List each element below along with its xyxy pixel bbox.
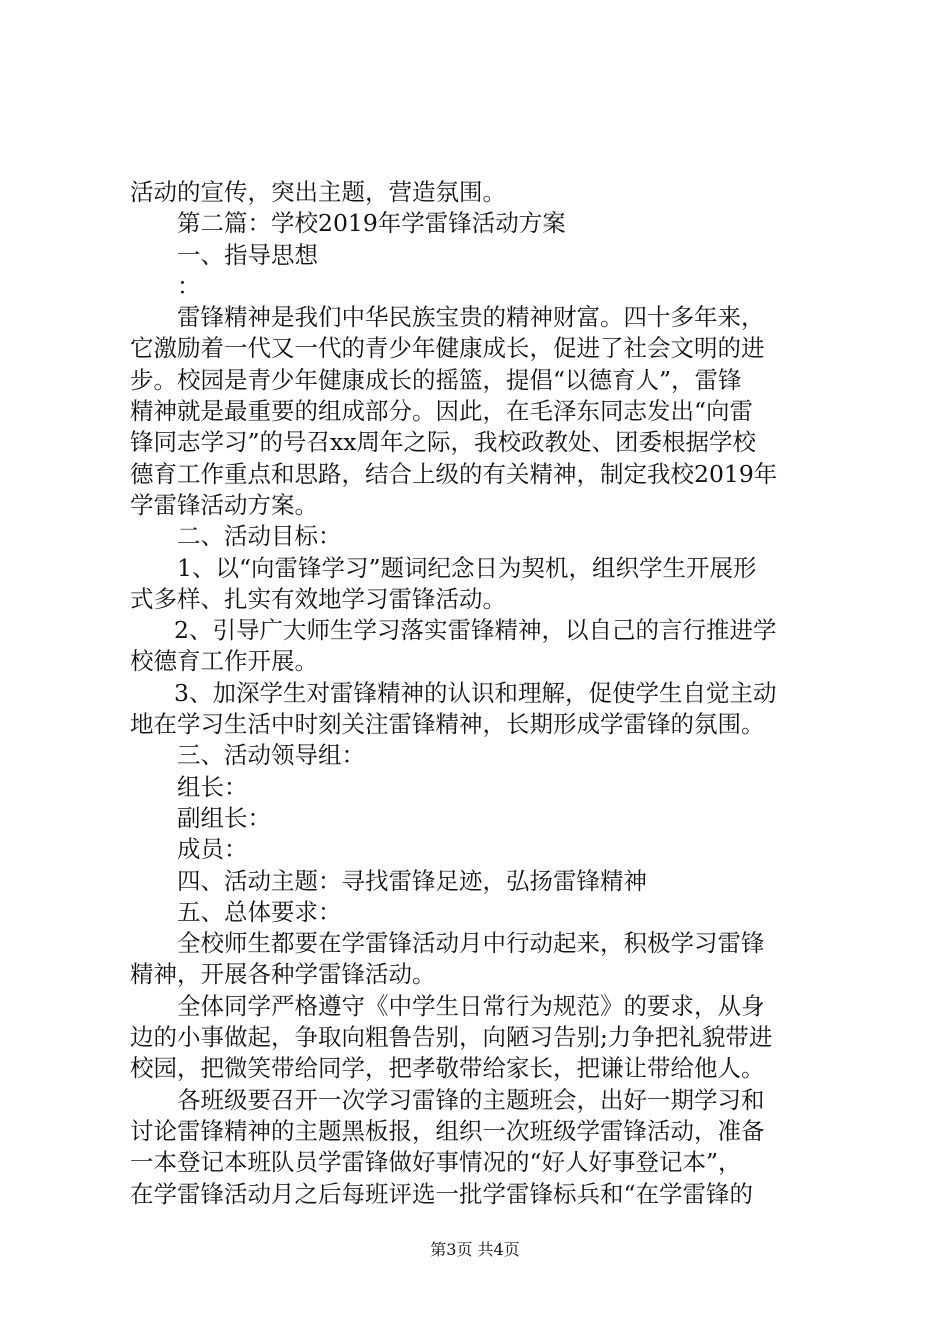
section-title: 第二篇：学校2019年学雷锋活动方案	[177, 209, 566, 238]
text-line: 德育工作重点和思路，结合上级的有关精神，制定我校2019年	[130, 459, 778, 488]
text-line: 校园，把微笑带给同学，把孝敬带给家长，把谦让带给他人。	[130, 1054, 765, 1083]
text-line: 学雷锋活动方案。	[130, 490, 318, 519]
text-line: 副组长：	[177, 803, 271, 832]
text-line: 它激励着一代又一代的青少年健康成长，促进了社会文明的进	[130, 334, 765, 363]
text-line: 地在学习生活中时刻关注雷锋精神，长期形成学雷锋的氛围。	[130, 710, 765, 739]
text-line: 雷锋精神是我们中华民族宝贵的精神财富。四十多年来，	[177, 303, 765, 332]
text-line: 各班级要召开一次学习雷锋的主题班会，出好一期学习和	[177, 1085, 765, 1114]
text-line: 锋同志学习”的号召xx周年之际，我校政教处、团委根据学校	[130, 428, 757, 457]
text-line: 在学雷锋活动月之后每班评选一批学雷锋标兵和“在学雷锋的	[130, 1179, 754, 1208]
page-footer: 第3页 共4页	[430, 1240, 520, 1259]
text-line: 组长：	[177, 772, 248, 801]
heading-guiding-ideology: 一、指导思想	[177, 240, 318, 269]
text-line: 校德育工作开展。	[130, 647, 318, 676]
text-line: 1、以“向雷锋学习”题词纪念日为契机，组织学生开展形	[177, 553, 757, 582]
heading-activity-goals: 二、活动目标：	[177, 522, 342, 551]
text-line: 3、加深学生对雷锋精神的认识和理解，促使学生自觉主动	[174, 678, 777, 707]
text-line: 边的小事做起，争取向粗鲁告别，向陋习告别;力争把礼貌带进	[130, 1023, 773, 1052]
document-body	[130, 177, 830, 1210]
text-line: 精神就是最重要的组成部分。因此，在毛泽东同志发出“向雷	[130, 397, 754, 426]
text-line: ：	[177, 271, 201, 300]
heading-activity-theme: 四、活动主题：寻找雷锋足迹，弘扬雷锋精神	[177, 866, 647, 895]
text-line: 成员：	[177, 835, 248, 864]
text-line: 式多样、扎实有效地学习雷锋活动。	[130, 584, 506, 613]
heading-general-requirements: 五、总体要求：	[177, 897, 342, 926]
text-line: 步。校园是青少年健康成长的摇篮，提倡“以德育人”，雷锋	[130, 365, 742, 394]
text-line: 讨论雷锋精神的主题黑板报，组织一次班级学雷锋活动，准备	[130, 1116, 765, 1145]
text-line: 全体同学严格遵守《中学生日常行为规范》的要求，从身	[177, 991, 765, 1020]
text-line: 精神，开展各种学雷锋活动。	[130, 960, 436, 989]
heading-leadership-group: 三、活动领导组：	[177, 741, 365, 770]
text-line: 活动的宣传，突出主题，营造氛围。	[130, 178, 506, 206]
text-line: 一本登记本班队员学雷锋做好事情况的“好人好事登记本”，	[130, 1148, 742, 1177]
text-line: 全校师生都要在学雷锋活动月中行动起来，积极学习雷锋	[177, 929, 765, 958]
text-line: 2、引导广大师生学习落实雷锋精神，以自己的言行推进学	[174, 616, 777, 645]
